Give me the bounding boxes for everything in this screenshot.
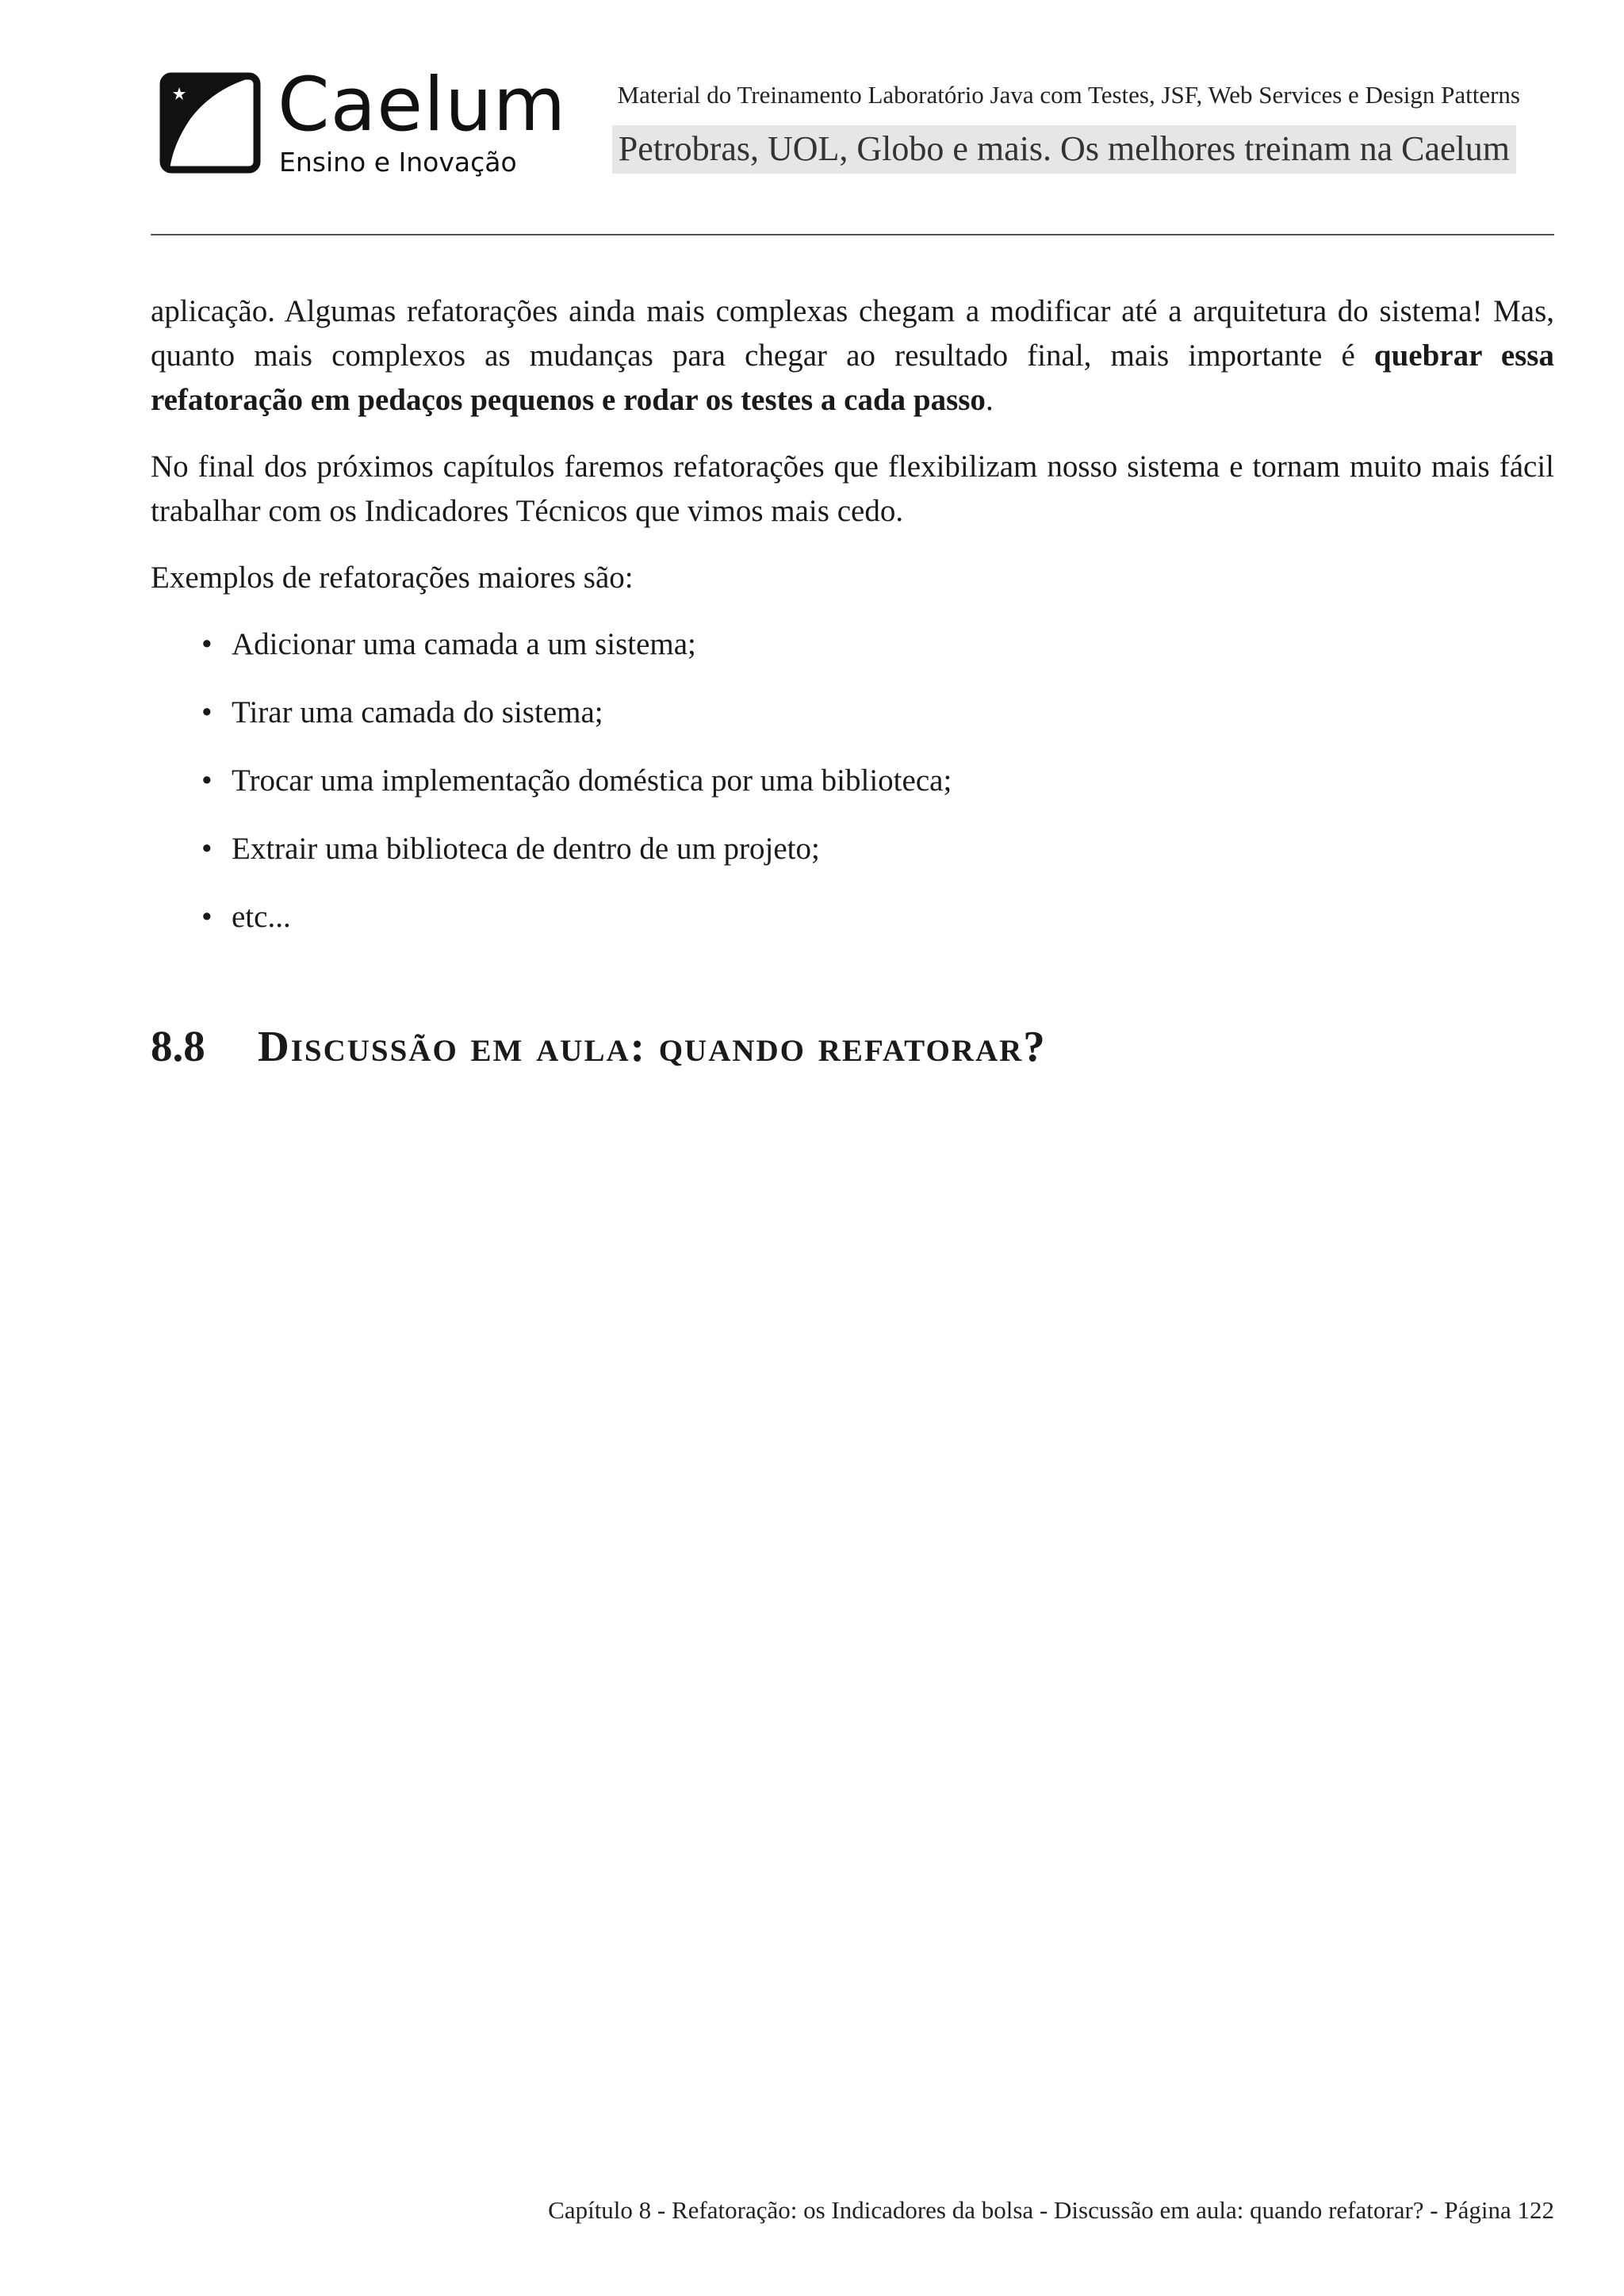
bullet-icon: •	[201, 695, 213, 729]
list-item	[201, 691, 1554, 735]
section-title: Discussão em aula: quando refatorar?	[258, 1022, 1047, 1070]
caelum-logo-icon	[159, 71, 262, 174]
list-item	[201, 622, 1554, 667]
section-number: 8.8	[151, 1022, 205, 1070]
logo-tagline: Ensino e Inovação	[279, 147, 517, 178]
header-divider	[151, 234, 1554, 235]
bullet-icon: •	[201, 900, 213, 934]
logo-wordmark: Caelum	[278, 62, 567, 148]
bullet-icon: •	[201, 763, 213, 798]
list-item-text: Extrair uma biblioteca de dentro de um projeto;	[232, 832, 820, 866]
examples-list	[151, 622, 1554, 939]
caelum-logo	[159, 62, 567, 182]
list-item-text: etc...	[232, 900, 291, 934]
promo-banner: Petrobras, UOL, Globo e mais. Os melhores treinam na Caelum	[612, 125, 1516, 174]
paragraph-end: .	[985, 383, 994, 417]
paragraph-examples-intro: Exemplos de refatorações maiores são:	[151, 561, 634, 595]
list-item	[201, 895, 1554, 939]
paragraph-text: aplicação. Algumas refatorações ainda mais complexas chegam a modificar até a arquitetura do sistema! Mas, quanto mais complexos as mudanças para chegar ao resultado final, mais importante é	[151, 294, 1554, 373]
paragraph-next-chapters: No final dos próximos capítulos faremos refatorações que flexibilizam nosso sistema e tornam muito mais fácil trabalhar com os Indicadores Técnicos que vimos mais cedo.	[151, 450, 1554, 528]
list-item-text: Trocar uma implementação doméstica por uma biblioteca;	[232, 763, 952, 798]
list-item	[201, 827, 1554, 871]
bullet-icon: •	[201, 627, 213, 661]
emphasis-text: quebrar essa refatoração em pedaços pequenos e rodar os testes a cada passo	[151, 339, 1554, 417]
bullet-icon: •	[201, 832, 213, 866]
list-item-text: Adicionar uma camada a um sistema;	[232, 627, 696, 661]
material-title: Material do Treinamento Laboratório Java com Testes, JSF, Web Services e Design Patterns	[617, 81, 1520, 109]
page-content	[151, 289, 1554, 963]
page-footer: Capítulo 8 - Refatoração: os Indicadores da bolsa - Discussão em aula: quando refatorar? - Página 122	[548, 2196, 1554, 2224]
paragraph-refactoring-complexity	[151, 289, 1554, 423]
section-heading	[151, 1021, 1047, 1071]
list-item-text: Tirar uma camada do sistema;	[232, 695, 603, 729]
page-header	[151, 55, 1554, 182]
list-item	[201, 759, 1554, 803]
